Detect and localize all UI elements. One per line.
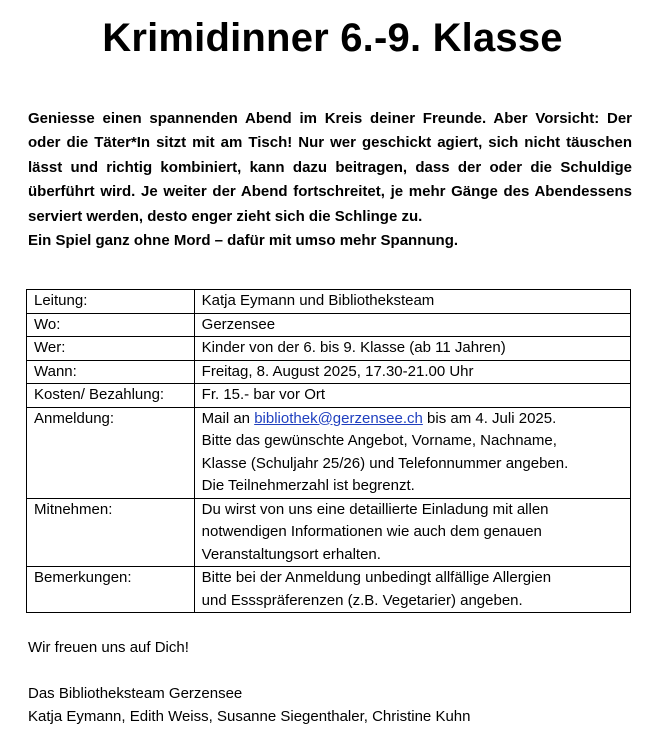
- anmeldung-prefix: Mail an: [201, 409, 255, 427]
- anmeldung-line-3: Klasse (Schuljahr 25/26) und Telefonnummer angeben.: [201, 454, 569, 472]
- label-wann: Wann:: [27, 360, 195, 384]
- page-title: Krimidinner 6.-9. Klasse: [102, 16, 563, 60]
- value-wo: Gerzensee: [194, 313, 630, 337]
- table-row-wo: [27, 313, 631, 337]
- signoff: [28, 683, 470, 728]
- table-row-wann: [27, 360, 631, 384]
- value-bemerkungen: [194, 567, 630, 613]
- info-table: [26, 289, 631, 613]
- mitnehmen-line-3: Veranstaltungsort erhalten.: [201, 545, 381, 563]
- label-leitung: Leitung:: [27, 290, 195, 314]
- label-bemerkungen: Bemerkungen:: [27, 567, 195, 613]
- signoff-team: Das Bibliotheksteam Gerzensee: [28, 685, 243, 702]
- table-row-kosten: [27, 384, 631, 408]
- anmeldung-line-1: [202, 408, 626, 431]
- label-wer: Wer:: [27, 337, 195, 361]
- table-row-leitung: [27, 290, 631, 314]
- intro-text: [28, 107, 632, 253]
- anmeldung-suffix: bis am 4. Juli 2025.: [422, 409, 557, 427]
- value-anmeldung: [194, 407, 630, 498]
- bemerkungen-line-1: Bitte bei der Anmeldung unbedingt allfällige Allergien: [201, 569, 552, 586]
- value-mitnehmen: [194, 498, 630, 567]
- value-kosten: Fr. 15.- bar vor Ort: [194, 384, 630, 408]
- label-mitnehmen: Mitnehmen:: [27, 498, 195, 567]
- email-link[interactable]: bibliothek@gerzensee.ch: [254, 409, 423, 427]
- anmeldung-line-2: Bitte das gewünschte Angebot, Vorname, Nachname,: [201, 432, 557, 449]
- closing-line: Wir freuen uns auf Dich!: [28, 639, 189, 656]
- signoff-names: Katja Eymann, Edith Weiss, Susanne Siegenthaler, Christine Kuhn: [28, 707, 471, 725]
- anmeldung-line-4: Die Teilnehmerzahl ist begrenzt.: [201, 477, 415, 494]
- value-wer: Kinder von der 6. bis 9. Klasse (ab 11 Jahren): [194, 337, 630, 361]
- value-wann: Freitag, 8. August 2025, 17.30-21.00 Uhr: [194, 360, 630, 384]
- label-anmeldung: Anmeldung:: [27, 407, 195, 498]
- label-wo: Wo:: [27, 313, 195, 337]
- table-row-mitnehmen: [27, 498, 631, 567]
- mitnehmen-line-2: notwendigen Informationen wie auch dem genauen: [201, 523, 542, 540]
- bemerkungen-line-2: und Essspräferenzen (z.B. Vegetarier) angeben.: [201, 591, 523, 609]
- table-row-anmeldung: [27, 407, 631, 498]
- intro-paragraph: Geniesse einen spannenden Abend im Kreis deiner Freunde. Aber Vorsicht: Der oder die Täter*In sitzt mit am Tisch! Nur wer geschickt agiert, sich nicht täuschen lässt und richtig kombiniert, kann dazu beitragen, dass der oder die Schuldige überführt wird. Je weiter der Abend fortschreitet, je mehr Gänge des Abendessens serviert werden, desto enger zieht sich die Schlinge zu.: [28, 110, 632, 225]
- table-row-wer: [27, 337, 631, 361]
- label-kosten: Kosten/ Bezahlung:: [27, 384, 195, 408]
- mitnehmen-line-1: Du wirst von uns eine detaillierte Einladung mit allen: [201, 500, 549, 518]
- table-row-bemerkungen: [27, 567, 631, 613]
- value-leitung: Katja Eymann und Bibliotheksteam: [194, 290, 630, 314]
- intro-tagline: Ein Spiel ganz ohne Mord – dafür mit umso mehr Spannung.: [28, 232, 459, 250]
